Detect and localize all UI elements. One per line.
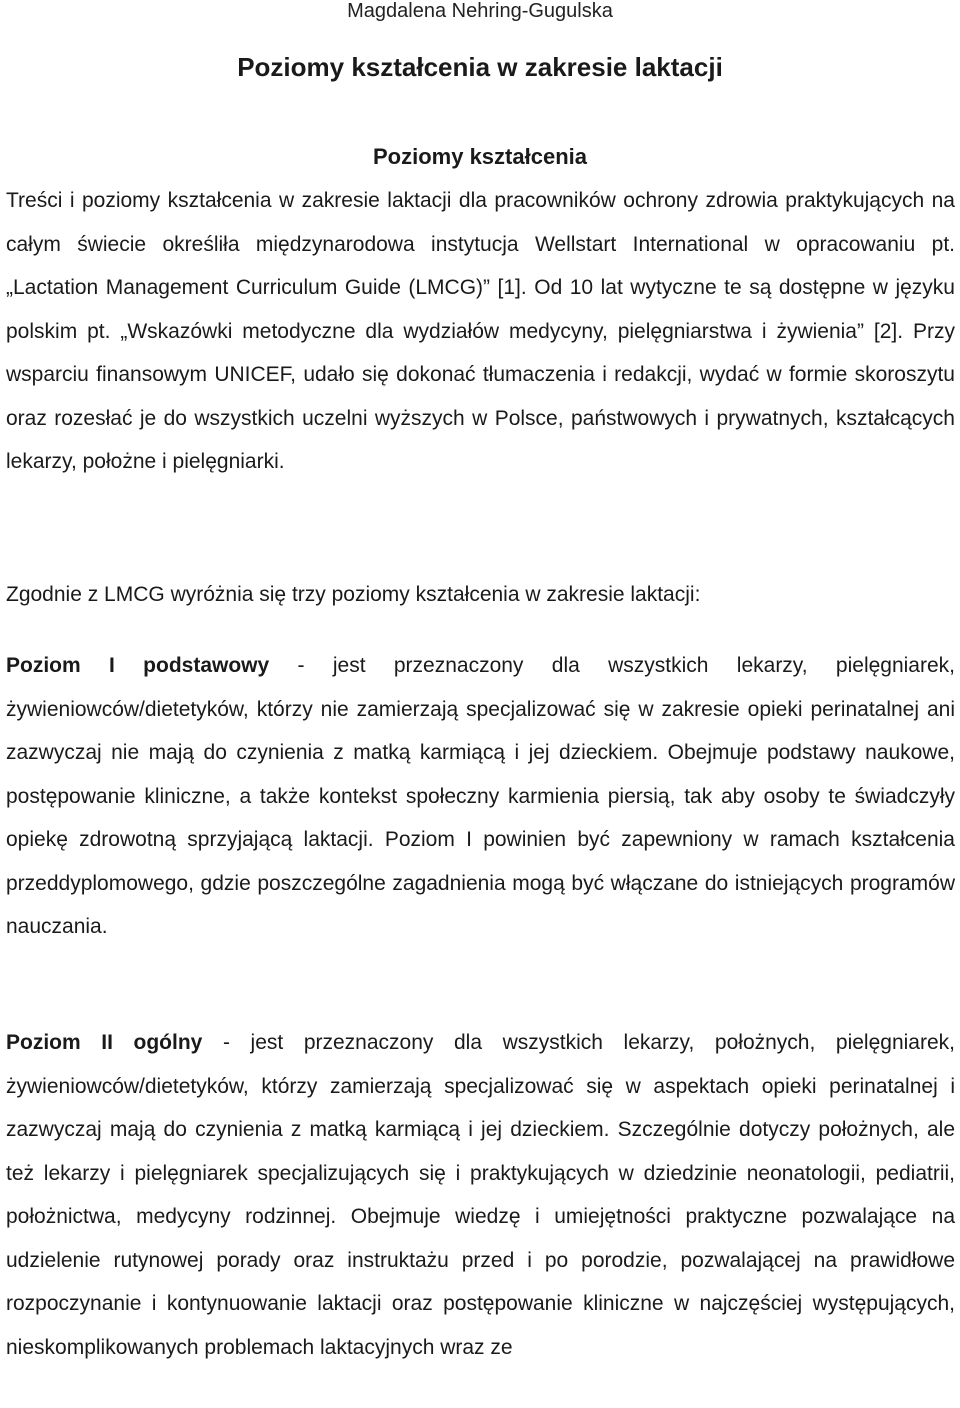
level-2-term: Poziom II ogólny xyxy=(6,1031,203,1054)
level-2-paragraph xyxy=(6,1021,955,1369)
author-name: Magdalena Nehring-Gugulska xyxy=(347,0,613,22)
intro-paragraph: Treści i poziomy kształcenia w zakresie laktacji dla pracowników ochrony zdrowia praktykujących na całym świecie określiła międzynarodowa instytucja Wellstart International w opracowaniu pt. „Lactation Management Curriculum Guide (LMCG)” [1]. Od 10 lat wytyczne te są dostępne w języku polskim pt. „Wskazówki metodyczne dla wydziałów medycyny, pielęgniarstwa i żywienia” [2]. Przy wsparciu finansowym UNICEF, udało się dokonać tłumaczenia i redakcji, wydać w formie skoroszytu oraz rozesłać je do wszystkich uczelni wyższych w Polsce, państwowych i prywatnych, kształcących lekarzy, położne i pielęgniarki. xyxy=(6,189,955,473)
lead-paragraph: Zgodnie z LMCG wyróżnia się trzy poziomy kształcenia w zakresie laktacji: xyxy=(6,583,701,606)
level-1-paragraph xyxy=(6,644,955,949)
level-1-description: - jest przeznaczony dla wszystkich lekarzy, pielęgniarek, żywieniowców/dietetyków, którzy nie zamierzają specjalizować się w zakresie opieki perinatalnej ani zazwyczaj nie mają do czynienia z matką karmiącą i jej dzieckiem. Obejmuje podstawy naukowe, postępowanie kliniczne, a także kontekst społeczny karmienia piersią, tak aby osoby te świadczyły opiekę zdrowotną sprzyjającą laktacji. Poziom I powinien być zapewniony w ramach kształcenia przeddyplomowego, gdzie poszczególne zagadnienia mogą być włączane do istniejących programów nauczania. xyxy=(6,654,955,938)
document-title: Poziomy kształcenia w zakresie laktacji xyxy=(237,52,723,82)
level-2-description: - jest przeznaczony dla wszystkich lekarzy, położnych, pielęgniarek, żywieniowców/dietetyków, którzy zamierzają specjalizować się w aspektach opieki perinatalnej i zazwyczaj mają do czynienia z matką karmiącą i jej dzieckiem. Szczególnie dotyczy położnych, ale też lekarzy i pielęgniarek specjalizujących się i praktykujących w dziedzinie neonatologii, pediatrii, położnictwa, medycyny rodzinnej. Obejmuje wiedzę i umiejętności praktyczne pozwalające na udzielenie rutynowej porady oraz instruktażu przed i po porodzie, pozwalającej na prawidłowe rozpoczynanie i kontynuowanie laktacji oraz postępowanie kliniczne w najczęściej występujących, nieskomplikowanych problemach laktacyjnych wraz ze xyxy=(6,1031,955,1359)
section-heading: Poziomy kształcenia xyxy=(373,144,587,169)
level-1-term: Poziom I podstawowy xyxy=(6,654,270,677)
